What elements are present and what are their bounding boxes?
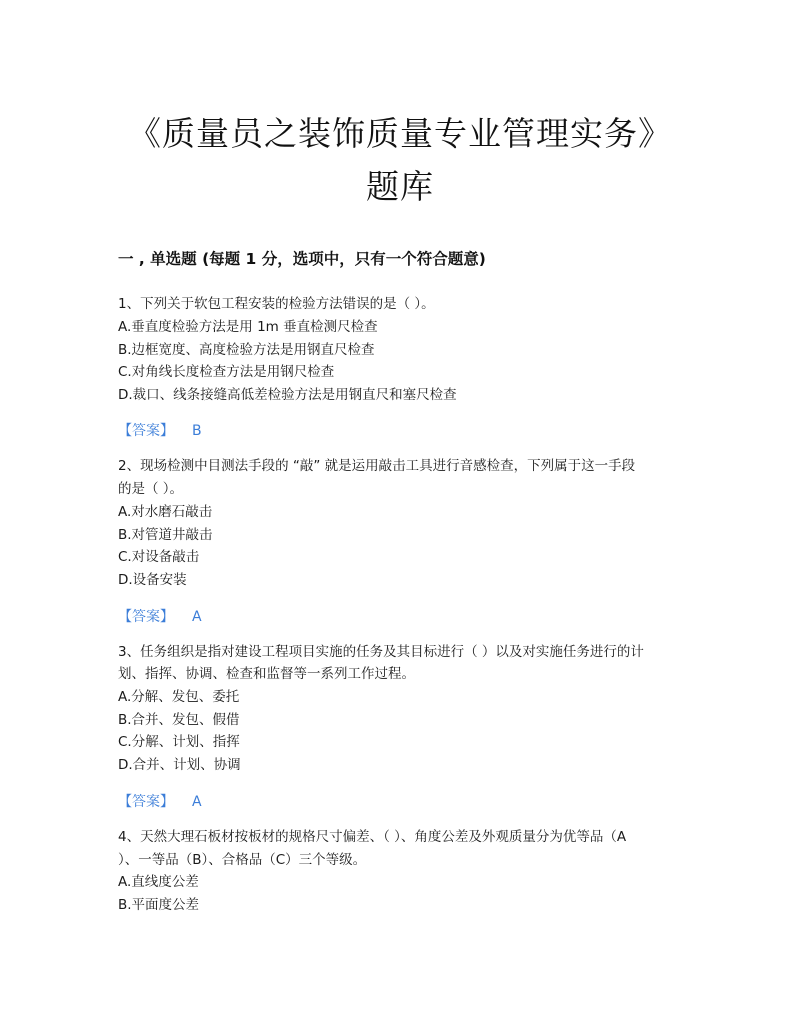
question-1-option-b: B.边框宽度、高度检验方法是用钢直尺检查 — [118, 342, 375, 358]
answer-label: 【答案】 — [118, 609, 174, 625]
question-1-option-c: C.对角线长度检查方法是用钢尺检查 — [118, 364, 335, 380]
question-2-stem: 2、现场检测中目测法手段的 “敲” 就是运用敲击工具进行音感检查，下列属于这一手段 — [118, 458, 636, 474]
question-1-option-a: A.垂直度检验方法是用 1m 垂直检测尺检查 — [118, 319, 378, 335]
document-title: 《质量员之装饰质量专业管理实务》 — [128, 114, 672, 153]
answer-label: 【答案】 — [118, 423, 174, 439]
question-2-option-b: B.对管道井敲击 — [118, 527, 213, 543]
question-3-answer — [118, 791, 202, 811]
question-4-stem-cont: ）、一等品（B）、合格品（C）三个等级。 — [118, 852, 367, 868]
answer-value: B — [192, 423, 202, 439]
question-1-answer — [118, 420, 202, 440]
question-3-stem-cont: 划、指挥、协调、检查和监督等一系列工作过程。 — [118, 666, 415, 682]
answer-value: A — [192, 609, 202, 625]
question-1-option-d: D.裁口、线条接缝高低差检验方法是用钢直尺和塞尺检查 — [118, 387, 457, 403]
question-3-option-c: C.分解、计划、指挥 — [118, 734, 240, 750]
question-3-option-a: A.分解、发包、委托 — [118, 689, 240, 705]
answer-value: A — [192, 794, 202, 810]
answer-label: 【答案】 — [118, 794, 174, 810]
question-2-stem-cont: 的是（ ）。 — [118, 481, 184, 497]
question-2-option-c: C.对设备敲击 — [118, 549, 200, 565]
question-4-option-a: A.直线度公差 — [118, 874, 199, 890]
question-1-stem: 1、下列关于软包工程安装的检验方法错误的是（ ）。 — [118, 296, 435, 312]
question-4-option-b: B.平面度公差 — [118, 897, 200, 913]
question-2-option-a: A.对水磨石敲击 — [118, 504, 213, 520]
question-2-option-d: D.设备安装 — [118, 572, 187, 588]
question-2-answer — [118, 606, 202, 626]
question-3-option-d: D.合并、计划、协调 — [118, 757, 241, 773]
question-3-option-b: B.合并、发包、假借 — [118, 712, 240, 728]
question-3-stem: 3、任务组织是指对建设工程项目实施的任务及其目标进行（ ）以及对实施任务进行的计 — [118, 644, 644, 660]
question-4-stem: 4、天然大理石板材按板材的规格尺寸偏差、（ ）、角度公差及外观质量分为优等品（A — [118, 829, 627, 845]
document-title-line2: 题库 — [366, 167, 434, 206]
section-heading: 一 , 单选题 (每题 1 分，选项中，只有一个符合题意) — [118, 250, 486, 268]
